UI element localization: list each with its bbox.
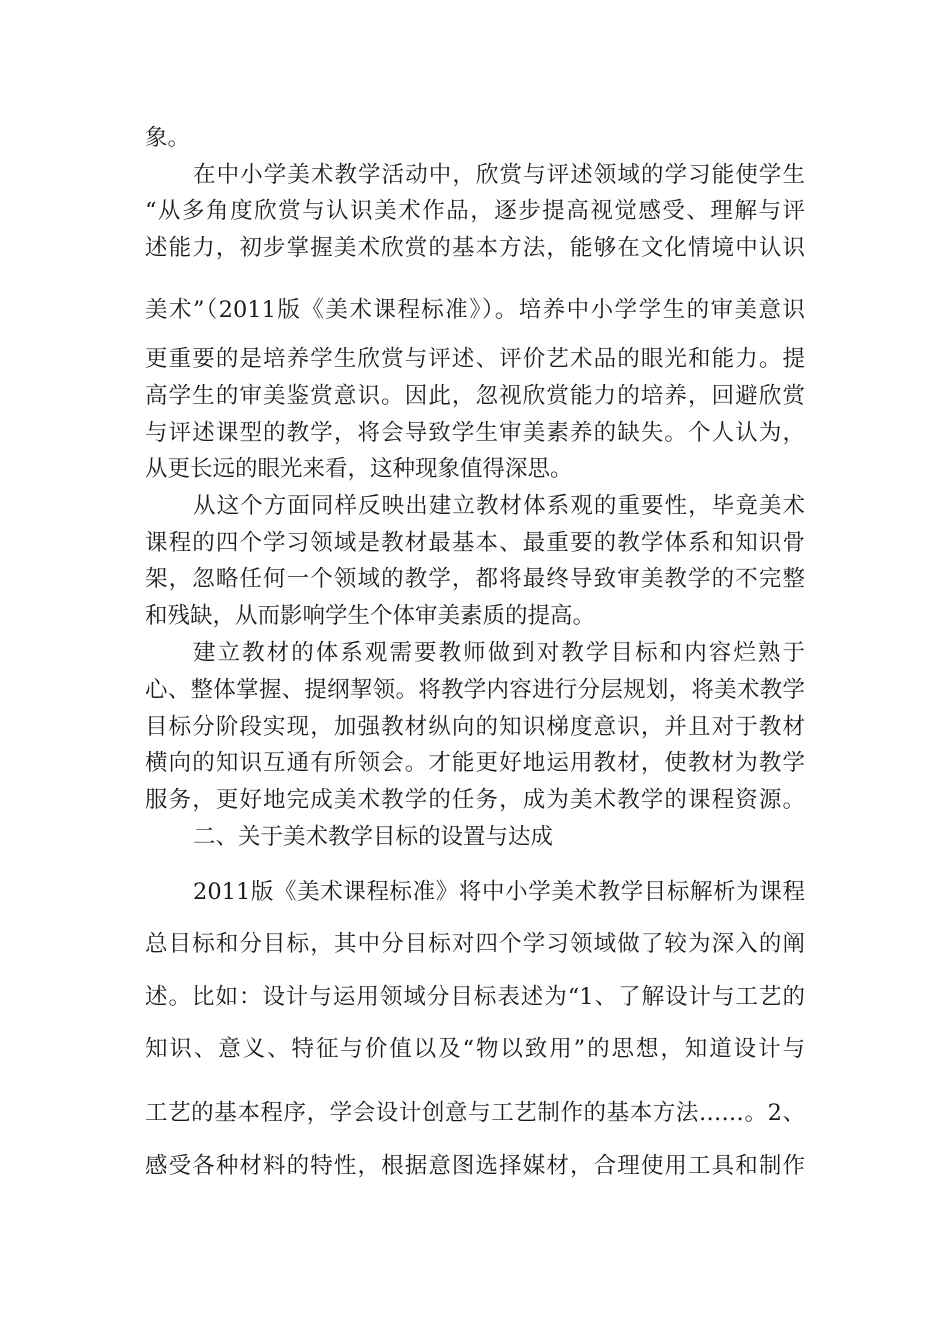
text-line: 横向的知识互通有所领会。才能更好地运用教材，使教材为教学 — [145, 750, 805, 776]
text-line: 从这个方面同样反映出建立教材体系观的重要性，毕竟美术 — [193, 493, 805, 519]
text-line: 总目标和分目标，其中分目标对四个学习领域做了较为深入的阐 — [145, 931, 805, 957]
text-line: 课程的四个学习领域是教材最基本、最重要的教学体系和知识骨 — [145, 530, 805, 556]
text-line: 架，忽略任何一个领域的教学，都将最终导致审美教学的不完整 — [145, 566, 805, 592]
text-line: 象。 — [145, 125, 191, 151]
text-line: 在中小学美术教学活动中，欣赏与评述领域的学习能使学生 — [193, 162, 805, 188]
text-line: 美术”（2011版《美术课程标准》）。培养中小学学生的审美意识 — [145, 297, 805, 323]
text-line: 2011版《美术课程标准》将中小学美术教学目标解析为课程 — [193, 879, 805, 905]
text-line: 服务，更好地完成美术教学的任务，成为美术教学的课程资源。 — [145, 787, 805, 813]
text-line: 述。比如：设计与运用领域分目标表述为“1、了解设计与工艺的 — [145, 984, 805, 1010]
text-line: 从更长远的眼光来看，这种现象值得深思。 — [145, 456, 573, 482]
text-line: “从多角度欣赏与认识美术作品，逐步提高视觉感受、理解与评 — [145, 198, 805, 224]
text-line: 更重要的是培养学生欣赏与评述、评价艺术品的眼光和能力。提 — [145, 346, 805, 372]
text-line: 述能力，初步掌握美术欣赏的基本方法，能够在文化情境中认识 — [145, 235, 805, 261]
text-line: 与评述课型的教学，将会导致学生审美素养的缺失。个人认为， — [145, 420, 805, 446]
text-line: 目标分阶段实现，加强教材纵向的知识梯度意识，并且对于教材 — [145, 714, 805, 740]
text-line: 和残缺，从而影响学生个体审美素质的提高。 — [145, 603, 596, 629]
section-heading: 二、关于美术教学目标的设置与达成 — [193, 824, 554, 850]
text-line: 知识、意义、特征与价值以及“物以致用”的思想，知道设计与 — [145, 1036, 805, 1062]
text-line: 高学生的审美鉴赏意识。因此，忽视欣赏能力的培养，回避欣赏 — [145, 383, 805, 409]
text-line: 心、整体掌握、提纲挈领。将教学内容进行分层规划，将美术教学 — [145, 677, 805, 703]
text-line: 工艺的基本程序，学会设计创意与工艺制作的基本方法……。2、 — [145, 1100, 805, 1126]
text-line: 建立教材的体系观需要教师做到对教学目标和内容烂熟于 — [193, 640, 805, 666]
text-line: 感受各种材料的特性，根据意图选择媒材，合理使用工具和制作 — [145, 1153, 805, 1179]
